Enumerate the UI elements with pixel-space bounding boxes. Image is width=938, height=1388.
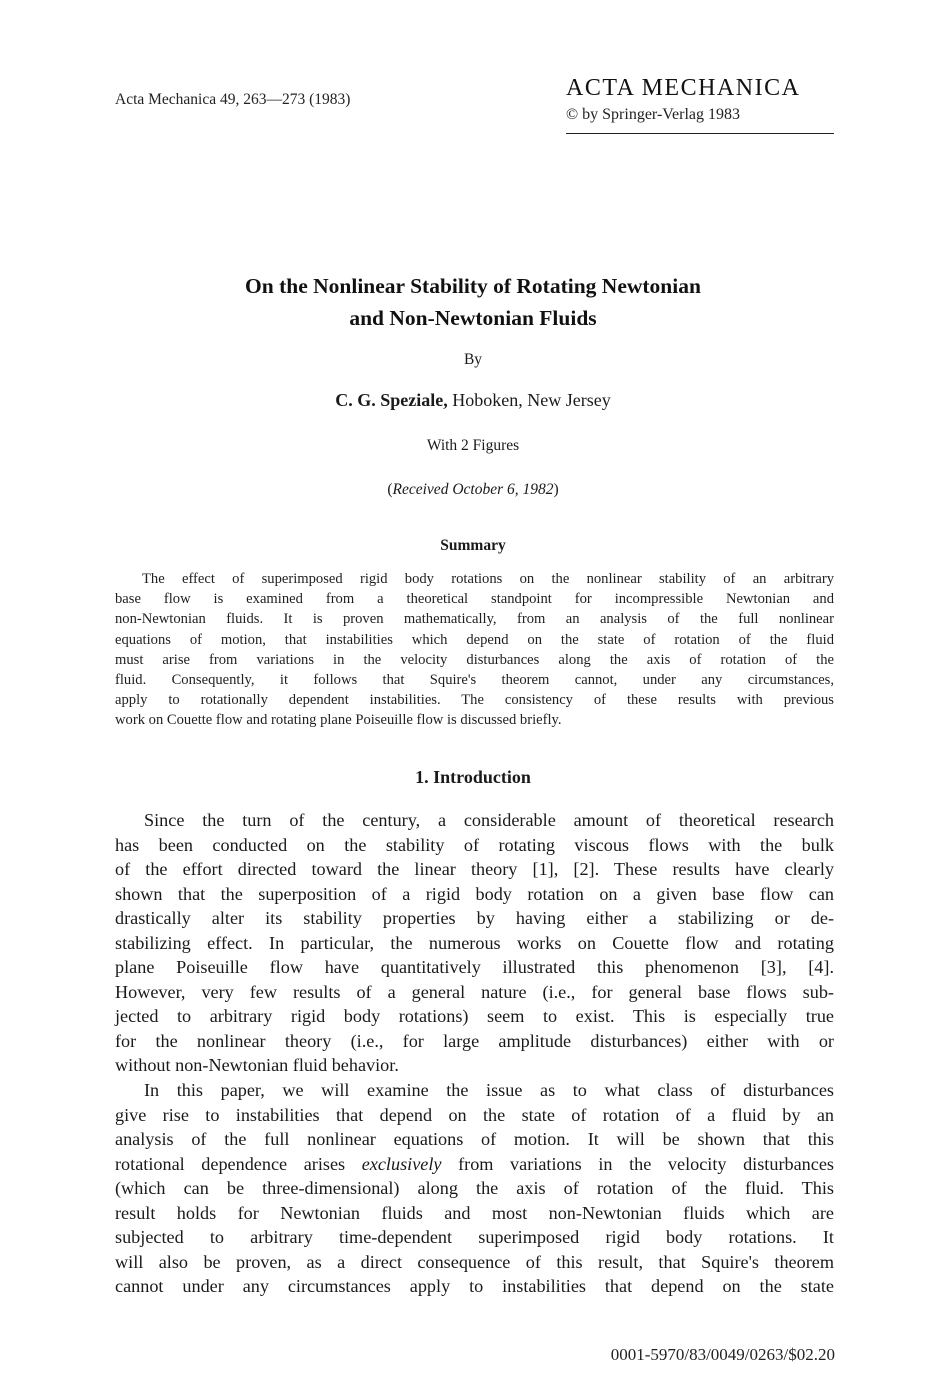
body-line: has been conducted on the stability of rotating viscous flows with the bulk bbox=[115, 834, 834, 855]
body-line: give rise to instabilities that depend on the state of rotation of a fluid by an bbox=[115, 1104, 834, 1125]
summary-line: fluid. Consequently, it follows that Squire's theorem cannot, under any circumstances, bbox=[115, 672, 834, 689]
summary-line: non-Newtonian fluids. It is proven mathematically, from an analysis of the full nonlinear bbox=[115, 611, 834, 628]
emphasized-word: exclusively bbox=[361, 1153, 442, 1174]
body-line: analysis of the full nonlinear equations of motion. It will be shown that this bbox=[115, 1129, 834, 1150]
body-line: will also be proven, as a direct consequence of this result, that Squire's theorem bbox=[115, 1251, 834, 1272]
body-line: of the effort directed toward the linear theory [1], [2]. These results have clearly bbox=[115, 859, 834, 880]
body-text-segment: rotational dependence arises bbox=[115, 1153, 362, 1174]
masthead-rule bbox=[566, 133, 834, 134]
publisher-copyright: © by Springer-Verlag 1983 bbox=[566, 106, 741, 123]
summary-line: The effect of superimposed rigid body rotations on the nonlinear stability of an arbitrary bbox=[142, 571, 834, 587]
author-location: Hoboken, New Jersey bbox=[447, 390, 611, 410]
body-line: drastically alter its stability properties by having either a stabilizing or de- bbox=[115, 908, 834, 929]
journal-citation: Acta Mechanica 49, 263—273 (1983) bbox=[115, 91, 351, 108]
body-line: In this paper, we will examine the issue as to what class of disturbances bbox=[144, 1080, 834, 1101]
section-heading-introduction: 1. Introduction bbox=[415, 767, 531, 787]
body-line: cannot under any circumstances apply to instabilities that depend on the state bbox=[115, 1276, 834, 1297]
body-line: However, very few results of a general nature (i.e., for general base flows sub- bbox=[115, 981, 834, 1002]
body-line: plane Poiseuille flow have quantitatively illustrated this phenomenon [3], [4]. bbox=[115, 957, 834, 978]
figures-note: With 2 Figures bbox=[426, 437, 520, 454]
received-date: Received October 6, 1982 bbox=[392, 481, 554, 498]
title-line-2: and Non-Newtonian Fluids bbox=[349, 306, 597, 330]
body-line-emphasis bbox=[115, 1152, 834, 1177]
body-line: result holds for Newtonian fluids and most non-Newtonian fluids which are bbox=[115, 1202, 834, 1223]
body-line: Since the turn of the century, a considerable amount of theoretical research bbox=[144, 810, 834, 830]
journal-masthead bbox=[566, 74, 834, 134]
title-line-1: On the Nonlinear Stability of Rotating Newtonian bbox=[245, 274, 701, 298]
summary-paragraph bbox=[115, 569, 834, 731]
summary-line: equations of motion, that instabilities which depend on the state of rotation of the fluid bbox=[115, 631, 834, 648]
article-code: 0001-5970/83/0049/0263/$02.20 bbox=[610, 1345, 835, 1364]
received-open-paren: ( bbox=[387, 481, 393, 498]
body-line: shown that the superposition of a rigid body rotation on a given base flow can bbox=[115, 883, 834, 904]
body-line: stabilizing effect. In particular, the numerous works on Couette flow and rotating bbox=[115, 932, 834, 953]
summary-heading: Summary bbox=[440, 537, 506, 554]
body-line: subjected to arbitrary time-dependent superimposed rigid body rotations. It bbox=[115, 1227, 834, 1248]
summary-line: base flow is examined from a theoretical standpoint for incompressible Newtonian and bbox=[115, 591, 834, 608]
summary-line: work on Couette flow and rotating plane Poiseuille flow is discussed briefly. bbox=[115, 712, 562, 729]
summary-line: must arise from variations in the velocity disturbances along the axis of rotation of the bbox=[115, 651, 834, 668]
author-line bbox=[115, 390, 831, 411]
introduction-body bbox=[115, 808, 834, 1299]
received-close-paren: ) bbox=[553, 481, 559, 498]
summary-line: apply to rotationally dependent instabilities. The consistency of these results with previous bbox=[115, 692, 834, 709]
body-line: for the nonlinear theory (i.e., for large amplitude disturbances) either with or bbox=[115, 1030, 834, 1051]
byline-by: By bbox=[463, 351, 483, 368]
received-date-line bbox=[115, 481, 831, 499]
body-text-segment: from variations in the velocity disturbances bbox=[441, 1153, 834, 1174]
journal-name: ACTA MECHANICA bbox=[566, 75, 801, 101]
body-line: without non-Newtonian fluid behavior. bbox=[115, 1055, 399, 1076]
author-name: C. G. Speziale, bbox=[335, 390, 448, 410]
body-line: (which can be three-dimensional) along the axis of rotation of the fluid. This bbox=[115, 1178, 834, 1199]
paper-title bbox=[115, 270, 831, 334]
body-line: jected to arbitrary rigid body rotations) seem to exist. This is especially true bbox=[115, 1006, 834, 1027]
